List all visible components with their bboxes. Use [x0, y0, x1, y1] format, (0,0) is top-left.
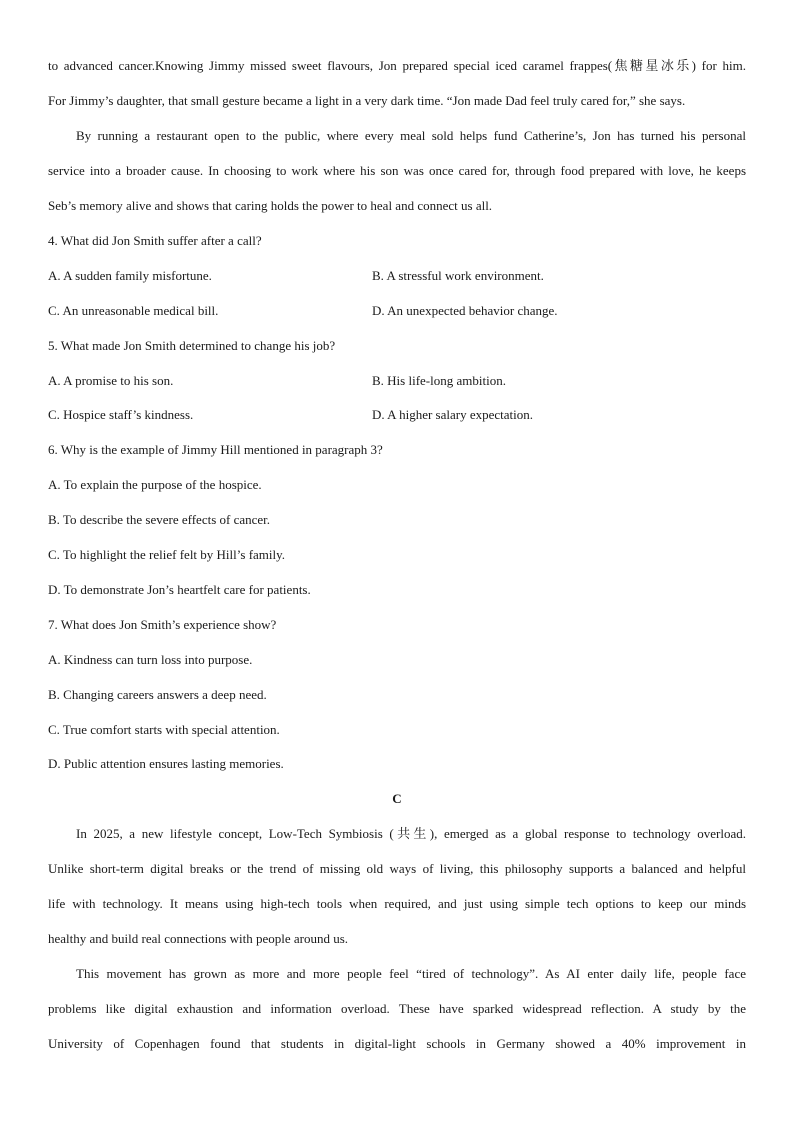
question-stem: 6. Why is the example of Jimmy Hill mentioned in paragraph 3?	[48, 442, 383, 457]
option-d: D. An unexpected behavior change.	[372, 303, 558, 318]
question-stem: 4. What did Jon Smith suffer after a call?	[48, 233, 262, 248]
option-d: D. Public attention ensures lasting memories.	[48, 756, 284, 771]
paragraph-line: Seb’s memory alive and shows that caring holds the power to heal and connect us all.	[48, 198, 493, 213]
paragraph-line: healthy and build real connections with people around us.	[48, 931, 349, 946]
option-c: C. An unreasonable medical bill.	[48, 303, 219, 318]
paragraph-line: University of Copenhagen found that students in digital-light schools in Germany showed a 40% improvement in	[48, 1036, 746, 1051]
paragraph-line: to advanced cancer.Knowing Jimmy missed sweet flavours, Jon prepared special iced caramel frappes(焦糖星冰乐) for him.	[48, 58, 746, 73]
paragraph-line: problems like digital exhaustion and information overload. These have sparked widespread reflection. A study by the	[48, 1001, 746, 1016]
paragraph-line: In 2025, a new lifestyle concept, Low-Tech Symbiosis (共生), emerged as a global response to technology overload.	[76, 826, 746, 841]
section-heading: C	[392, 791, 402, 806]
paragraph-line: By running a restaurant open to the public, where every meal sold helps fund Catherine’s, Jon has turned his personal	[76, 128, 746, 143]
option-d: D. A higher salary expectation.	[372, 407, 534, 422]
option-a: A. To explain the purpose of the hospice.	[48, 477, 262, 492]
option-b: B. Changing careers answers a deep need.	[48, 687, 267, 702]
question-stem: 5. What made Jon Smith determined to change his job?	[48, 338, 336, 353]
question-stem: 7. What does Jon Smith’s experience show?	[48, 617, 277, 632]
option-c: C. Hospice staff’s kindness.	[48, 407, 194, 422]
paragraph-line: This movement has grown as more and more people feel “tired of technology”. As AI enter daily life, people face	[76, 966, 746, 981]
paragraph-line: For Jimmy’s daughter, that small gesture became a light in a very dark time. “Jon made Dad feel truly cared for,” she says.	[48, 93, 686, 108]
paragraph-line: Unlike short-term digital breaks or the trend of missing old ways of living, this philosophy supports a balanced and helpful	[48, 861, 746, 876]
paragraph-line: life with technology. It means using high-tech tools when required, and just using simple tech options to keep our minds	[48, 896, 746, 911]
option-a: A. A sudden family misfortune.	[48, 268, 212, 283]
option-b: B. To describe the severe effects of cancer.	[48, 512, 271, 527]
option-a: A. A promise to his son.	[48, 373, 174, 388]
option-d: D. To demonstrate Jon’s heartfelt care for patients.	[48, 582, 311, 597]
option-c: C. To highlight the relief felt by Hill’s family.	[48, 547, 286, 562]
option-b: B. His life-long ambition.	[372, 373, 506, 388]
option-c: C. True comfort starts with special attention.	[48, 722, 280, 737]
option-b: B. A stressful work environment.	[372, 268, 544, 283]
paragraph-line: service into a broader cause. In choosing to work where his son was once cared for, through food prepared with love, he keeps	[48, 163, 746, 178]
option-a: A. Kindness can turn loss into purpose.	[48, 652, 253, 667]
